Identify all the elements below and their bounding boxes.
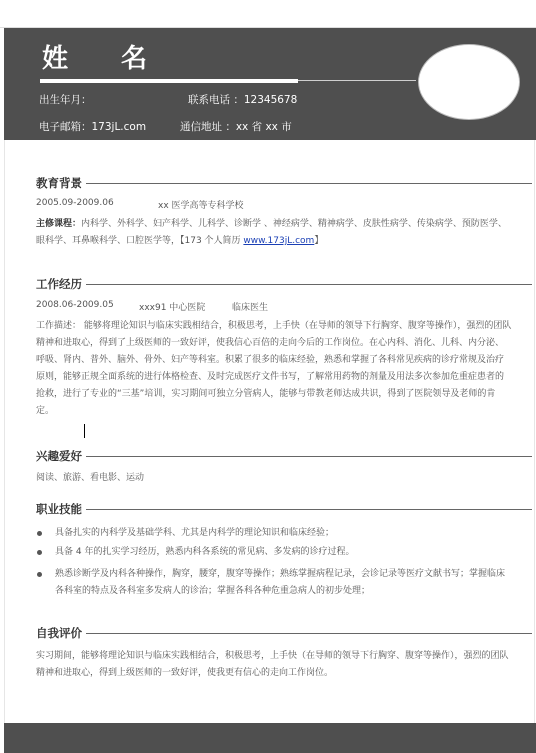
skills-title: 职业技能 — [36, 502, 82, 516]
hobbies-text: 阅读、旅游、看电影、运动 — [36, 473, 145, 483]
address-field — [180, 119, 292, 134]
skill-item: 具备扎实的内科学及基础学科、尤其是内科学的理论知识和临床经验； — [55, 528, 335, 538]
resume-header — [4, 28, 536, 140]
page-top-margin — [0, 0, 536, 28]
skill-bullet-icon — [37, 550, 42, 555]
education-title: 教育背景 — [36, 176, 82, 190]
email-field — [39, 119, 146, 134]
birth-label: 出生年月： — [39, 94, 92, 106]
resume-footer-bar — [4, 723, 536, 753]
courses-suffix: 】 — [314, 236, 324, 246]
work-divider — [86, 284, 532, 285]
work-description: 工作描述： 能够将理论知识与临床实践相结合，积极思考，上手快（在导师的领导下行胸穿、腹穿等操作），强烈的团队精神和进取心，得到了上级医师的一致好评，使我信心百倍的走向今后的工作岗位。在心内科、消化、儿科、内分泌、呼吸、肾内、普外、脑外、骨外、妇产等科室。积累了很多的临床经验，熟悉和掌握了各科常见疾病的诊疗常规及治疗原则，能够正规全面系统的进行体格检查、及时完成医疗文件书写，了解常用药物的剂量及用法多次参加危重症患者的抢救，进行了专业的“三基”培训，实习期间可独立分管病人，能够与带教老师达成共识，得到了医院领导及老师的肯定。 — [36, 321, 512, 416]
courses-text: 内科学、外科学、妇产科学、儿科学、诊断学 、神经病学、精神病学、皮肤性病学、传染病学、预防医学、眼科学、耳鼻喉科学、口腔医学等，【173 个人简历 — [36, 219, 507, 246]
skill-item: 熟悉诊断学及内科各种操作，胸穿，腰穿，腹穿等操作；熟练掌握病程记录，会诊记录等医疗文献书写；掌握临床各科室的特点及各科室多发病人的诊治；掌握各科各种危重急病人的初步处理； — [55, 569, 506, 596]
evaluation-divider — [86, 633, 532, 634]
skills-divider — [86, 509, 532, 510]
text-cursor — [84, 424, 85, 438]
email-label: 电子邮箱： — [39, 121, 92, 133]
hobbies-divider — [86, 456, 532, 457]
work-position: 临床医生 — [232, 303, 269, 313]
education-school: xx 医学高等专科学校 — [158, 201, 244, 211]
education-divider — [86, 183, 532, 184]
name-underline-bar — [40, 79, 298, 83]
education-courses — [36, 216, 512, 250]
resume-name: 姓 名 — [42, 44, 170, 74]
courses-label: 主修课程： — [36, 219, 82, 229]
evaluation-section — [36, 626, 82, 640]
evaluation-text: 实习期间，能够将理论知识与临床实践相结合，积极思考，上手快（在导师的领导下行胸穿、腹穿等操作），强烈的团队精神和进取心，得到上级医师的一致好评，使我更有信心的走向工作岗位。 — [36, 651, 509, 678]
phone-value: 12345678 — [243, 94, 298, 106]
birth-date-field — [39, 92, 92, 107]
work-hospital: xxx91 中心医院 — [139, 303, 206, 313]
resume-site-link[interactable]: www.173jL.com — [243, 236, 315, 246]
email-value: 173jL.com — [91, 121, 147, 133]
work-title: 工作经历 — [36, 277, 82, 291]
hobbies-title: 兴趣爱好 — [36, 449, 82, 463]
skill-bullet-icon — [37, 531, 42, 536]
name-underline-thin — [298, 80, 416, 81]
phone-label: 联系电话 ： — [188, 94, 244, 106]
skills-section — [36, 502, 82, 516]
address-label: 通信地址 ： — [180, 121, 236, 133]
work-period: 2008.06-2009.05 — [36, 300, 114, 310]
photo-placeholder — [418, 44, 520, 120]
phone-field — [188, 92, 297, 107]
skill-bullet-icon — [37, 572, 42, 577]
skill-item: 具备 4 年的扎实学习经历，熟悉内科各系统的常见病、多发病的诊疗过程。 — [55, 547, 355, 557]
hobbies-section — [36, 449, 82, 463]
work-section — [36, 277, 82, 291]
education-section — [36, 176, 82, 190]
address-value: xx 省 xx 市 — [235, 121, 292, 133]
evaluation-title: 自我评价 — [36, 626, 82, 640]
education-period: 2005.09-2009.06 — [36, 198, 114, 208]
